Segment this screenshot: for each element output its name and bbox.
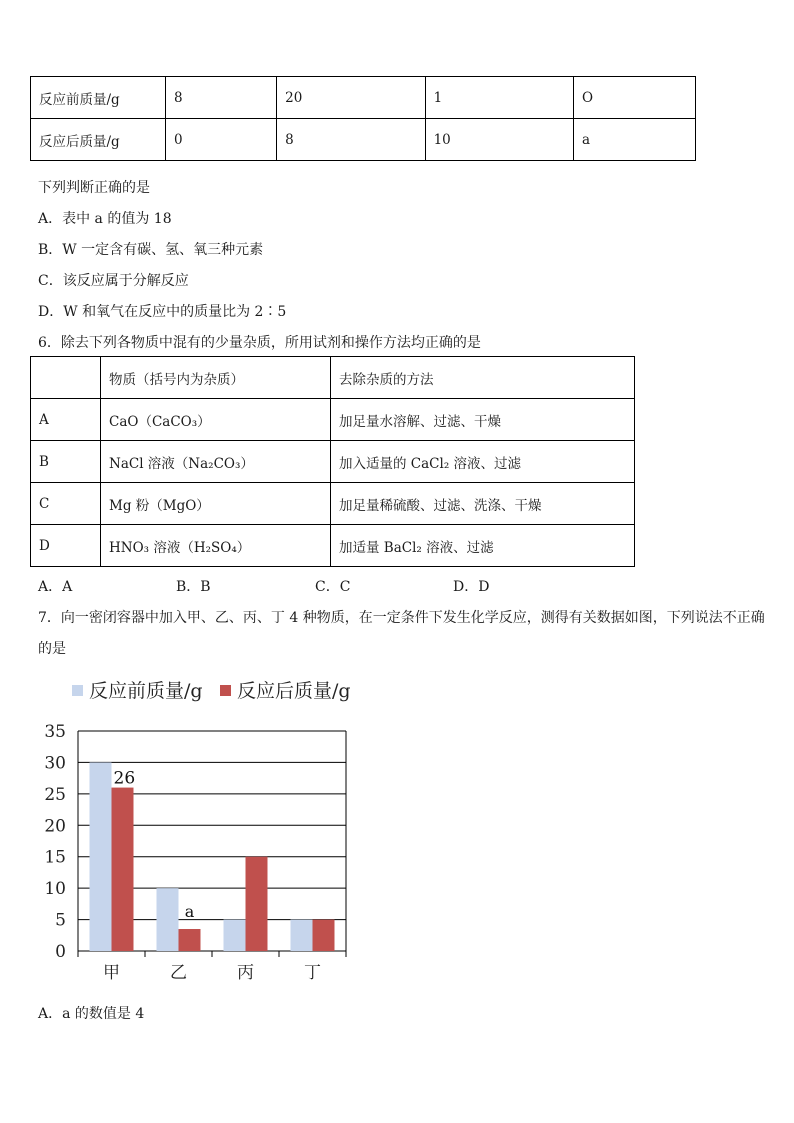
q7-option-a: A．a 的数值是 4	[38, 1006, 145, 1022]
impurity-table-cell-method: 加足量稀硫酸、过滤、洗涤、干燥	[331, 483, 635, 525]
q6-answer-a: A．A	[38, 579, 73, 595]
bar-after	[179, 929, 201, 951]
x-tick-label: 甲	[103, 963, 120, 983]
bar-before	[224, 920, 246, 951]
data-label: a	[184, 902, 195, 921]
x-tick-label: 丙	[237, 963, 254, 983]
legend-label: 反应后质量/g	[237, 680, 351, 702]
mass-table-cell: 10	[425, 119, 573, 161]
mass-table-row	[31, 119, 696, 161]
y-tick-label: 15	[44, 847, 66, 868]
mass-table-row	[31, 77, 696, 119]
mass-table-cell: 1	[425, 77, 573, 119]
bar-after	[112, 788, 134, 951]
impurity-table-row	[31, 525, 635, 567]
q5-option-b: B．W 一定含有碳、氢、氧三种元素	[38, 242, 264, 258]
y-tick-label: 30	[44, 753, 66, 774]
q6-answer-c: C．C	[315, 579, 351, 595]
mass-table-row-label: 反应后质量/g	[31, 119, 166, 161]
mass-table-cell: 20	[277, 77, 425, 119]
y-tick-label: 35	[44, 722, 66, 742]
legend-label: 反应前质量/g	[89, 680, 203, 702]
impurity-table-row	[31, 441, 635, 483]
impurity-table-cell-method: 加足量水溶解、过滤、干燥	[331, 399, 635, 441]
impurity-table-row	[31, 399, 635, 441]
bar-before	[157, 888, 179, 951]
q5-prompt: 下列判断正确的是	[38, 180, 150, 196]
mass-table	[30, 76, 696, 161]
bar-after	[246, 857, 268, 951]
legend-swatch	[72, 685, 83, 696]
y-tick-label: 25	[44, 784, 66, 805]
impurity-table-header-cell: 去除杂质的方法	[331, 357, 635, 399]
mass-table-cell: a	[574, 119, 696, 161]
impurity-table-cell-substance: NaCl 溶液（Na₂CO₃）	[101, 441, 331, 483]
y-tick-label: 10	[44, 879, 66, 900]
x-tick-label: 乙	[170, 963, 187, 983]
q6-answer-b: B．B	[176, 579, 211, 595]
bar-before	[291, 920, 313, 951]
impurity-table-header-cell: 物质（括号内为杂质）	[101, 357, 331, 399]
legend-swatch	[220, 685, 231, 696]
impurity-table	[30, 356, 635, 567]
mass-bar-chart	[30, 670, 390, 990]
q7-stem-line2: 的是	[38, 641, 66, 657]
mass-table-cell: 8	[166, 77, 277, 119]
impurity-table-cell-method: 加入适量的 CaCl₂ 溶液、过滤	[331, 441, 635, 483]
impurity-table-header-cell	[31, 357, 101, 399]
bar-after	[313, 920, 335, 951]
q5-option-a: A．表中 a 的值为 18	[38, 211, 172, 227]
mass-table-row-label: 反应前质量/g	[31, 77, 166, 119]
impurity-table-cell-key: C	[31, 483, 101, 525]
impurity-table-cell-key: B	[31, 441, 101, 483]
impurity-table-cell-substance: CaO（CaCO₃）	[101, 399, 331, 441]
y-tick-label: 5	[55, 910, 66, 931]
q6-answer-d: D．D	[453, 579, 490, 595]
impurity-table-cell-substance: HNO₃ 溶液（H₂SO₄）	[101, 525, 331, 567]
q5-option-d: D．W 和氧气在反应中的质量比为 2∶5	[38, 304, 287, 320]
q6-stem: 6．除去下列各物质中混有的少量杂质，所用试剂和操作方法均正确的是	[38, 335, 481, 351]
impurity-table-cell-method: 加适量 BaCl₂ 溶液、过滤	[331, 525, 635, 567]
bar-before	[90, 762, 112, 951]
impurity-table-row	[31, 483, 635, 525]
y-tick-label: 0	[55, 942, 66, 962]
mass-table-cell: O	[574, 77, 696, 119]
mass-table-cell: 8	[277, 119, 425, 161]
data-label: 26	[113, 768, 136, 789]
impurity-table-cell-key: D	[31, 525, 101, 567]
x-tick-label: 丁	[304, 963, 321, 983]
impurity-table-header	[31, 357, 635, 399]
q5-option-c: C．该反应属于分解反应	[38, 273, 189, 289]
impurity-table-cell-key: A	[31, 399, 101, 441]
impurity-table-cell-substance: Mg 粉（MgO）	[101, 483, 331, 525]
mass-table-cell: 0	[166, 119, 277, 161]
q7-stem-line1: 7．向一密闭容器中加入甲、乙、丙、丁 4 种物质，在一定条件下发生化学反应，测得有关数据如图，下列说法不正确	[38, 610, 765, 626]
y-tick-label: 20	[44, 816, 66, 837]
